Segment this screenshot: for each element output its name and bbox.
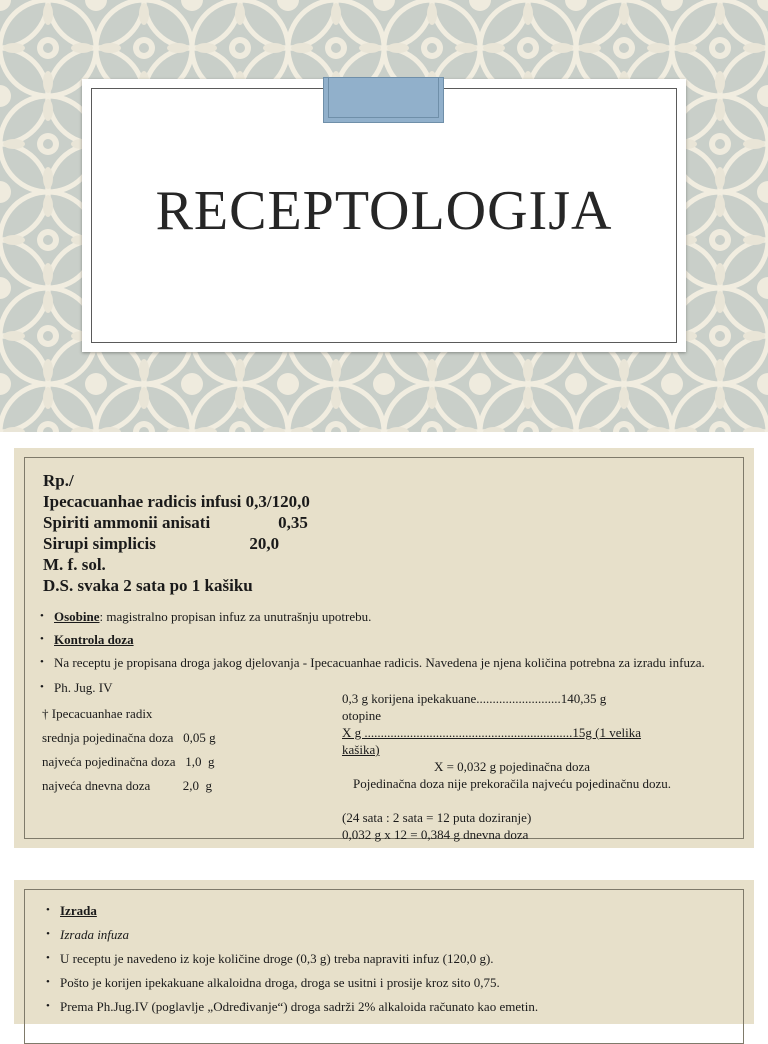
rx-line: Spiriti ammonii anisati 0,35 bbox=[43, 513, 308, 532]
bullet-icon: • bbox=[46, 1000, 50, 1012]
calc-line: kašika) bbox=[342, 742, 380, 757]
rx-line: D.S. svaka 2 sata po 1 kašiku bbox=[43, 576, 253, 595]
rx-line: Rp./ bbox=[43, 471, 74, 490]
title-accent-tab-inner bbox=[328, 78, 439, 118]
calc-conclusion: Pojedinačna doza nije prekoračila najveću pojedinačnu dozu. bbox=[352, 776, 671, 791]
calc-line: 0,032 g x 12 = 0,384 g dnevna doza bbox=[342, 827, 529, 842]
title-slide bbox=[0, 0, 768, 432]
list-item bbox=[46, 974, 736, 991]
bullet-icon: • bbox=[40, 681, 44, 693]
rx-line: Ipecacuanhae radicis infusi 0,3/120,0 bbox=[43, 492, 310, 511]
osobine-label: Osobine bbox=[54, 609, 100, 624]
calc-line: (24 sata : 2 sata = 12 puta doziranje) bbox=[342, 810, 532, 825]
osobine-text: : magistralno propisan infuz za unutrašnju upotrebu. bbox=[99, 609, 372, 624]
list-item bbox=[46, 950, 736, 967]
bullet-icon: • bbox=[40, 610, 44, 622]
title-accent-tab bbox=[323, 77, 444, 123]
dose-line: najveća pojedinačna doza 1,0 g bbox=[42, 754, 215, 769]
recipe-slide bbox=[14, 448, 754, 848]
bullet-icon: • bbox=[46, 976, 50, 988]
list-item bbox=[46, 902, 736, 919]
preparation-text: Prema Ph.Jug.IV (poglavlje „Određivanje“) droga sadrži 2% alkaloida računato kao emetin. bbox=[60, 999, 539, 1014]
list-item bbox=[46, 998, 736, 1015]
prescription-block bbox=[43, 470, 310, 596]
slide-gap bbox=[0, 432, 768, 448]
title-card bbox=[82, 79, 686, 352]
slide-title: RECEPTOLOGIJA bbox=[155, 180, 613, 242]
dose-calculation bbox=[342, 690, 682, 843]
izrada-label: Izrada bbox=[60, 903, 97, 918]
list-item bbox=[40, 654, 714, 671]
rx-line: M. f. sol. bbox=[43, 555, 106, 574]
list-item bbox=[40, 631, 730, 648]
calc-result: X = 0,032 g pojedinačna doza bbox=[433, 759, 591, 774]
bullet-icon: • bbox=[46, 952, 50, 964]
ph-jug-text: Ph. Jug. IV bbox=[54, 680, 113, 695]
preparation-text: U receptu je navedeno iz koje količine droge (0,3 g) treba napraviti infuz (120,0 g). bbox=[60, 951, 494, 966]
list-item bbox=[46, 926, 736, 943]
calc-line: X g ................................................................15g (1 velika bbox=[342, 725, 641, 740]
dose-line: srednja pojedinačna doza 0,05 g bbox=[42, 730, 216, 745]
dose-line: najveća dnevna doza 2,0 g bbox=[42, 778, 213, 793]
calc-line: 0,3 g korijena ipekakuane..........................140,35 g bbox=[342, 691, 607, 706]
kontrola-label: Kontrola doza bbox=[54, 632, 134, 647]
preparation-slide bbox=[14, 880, 754, 1024]
preparation-text: Pošto je korijen ipekakuane alkaloidna droga, droga se usitni i prosije kroz sito 0,75. bbox=[60, 975, 500, 990]
bullet-icon: • bbox=[46, 904, 50, 916]
preparation-list bbox=[46, 902, 736, 1022]
kontrola-text: Na receptu je propisana droga jakog djelovanja - Ipecacuanhae radicis. Navedena je njena količina potrebna za izradu infuza. bbox=[54, 655, 705, 670]
list-item bbox=[40, 608, 730, 625]
izrada-infuza-text: Izrada infuza bbox=[60, 927, 129, 942]
bullet-icon: • bbox=[40, 656, 44, 668]
rx-line: Sirupi simplicis 20,0 bbox=[43, 534, 280, 553]
calc-line: otopine bbox=[342, 708, 381, 723]
bullet-icon: • bbox=[40, 633, 44, 645]
bullet-icon: • bbox=[46, 928, 50, 940]
radix-line: † Ipecacuanhae radix bbox=[42, 706, 153, 721]
